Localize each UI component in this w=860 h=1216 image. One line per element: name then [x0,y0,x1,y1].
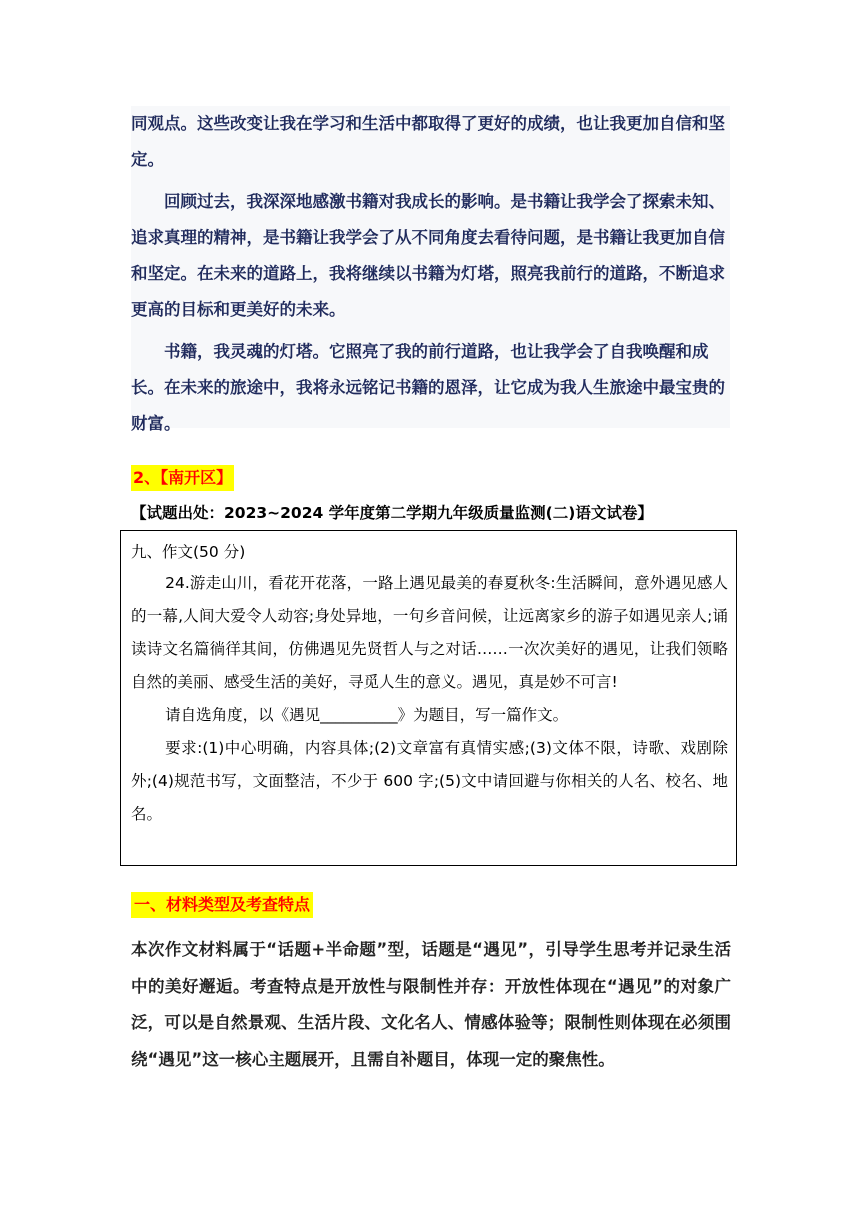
analysis-heading: 一、材料类型及考查特点 [131,892,313,918]
question-prompt: 24.游走山川，看花开花落，一路上遇见最美的春夏秋冬:生活瞬间，意外遇见感人的一幕,人间大爱令人动容;身处异地，一句乡音问候，让远离家乡的游子如遇见亲人;诵读诗文名篇徜徉其间，仿佛遇见先贤哲人与之对话……一次次美好的遇见，让我们领略自然的美丽、感受生活的美好，寻觅人生的意义。遇见，真是妙不可言! [131,574,728,691]
essay-paragraph-1: 同观点。这些改变让我在学习和生活中都取得了更好的成绩，也让我更加自信和坚定。 [131,114,725,169]
question-instruction: 请自选角度，以《遇见__________》为题目，写一篇作文。 [165,706,569,724]
essay-paragraph-2: 回顾过去，我深深地感激书籍对我成长的影响。是书籍让我学会了探索未知、追求真理的精神，是书籍让我学会了从不同角度去看待问题，是书籍让我更加自信和坚定。在未来的道路上，我将继续以书籍为灯塔，照亮我前行的道路，不断追求更高的目标和更美好的未来。 [131,192,725,319]
question-box [120,530,737,866]
analysis-body: 本次作文材料属于“话题+半命题”型，话题是“遇见”，引导学生思考并记录生活中的美好邂逅。考查特点是开放性与限制性并存：开放性体现在“遇见”的对象广泛，可以是自然景观、生活片段、文化名人、情感体验等；限制性则体现在必须围绕“遇见”这一核心主题展开，且需自补题目，体现一定的聚焦性。 [131,940,731,1069]
essay-text [131,106,730,442]
essay-paragraph-3: 书籍，我灵魂的灯塔。它照亮了我的前行道路，也让我学会了自我唤醒和成长。在未来的旅途中，我将永远铭记书籍的恩泽，让它成为我人生旅途中最宝贵的财富。 [131,342,725,433]
essay-excerpt [131,106,730,433]
question-requirements: 要求:(1)中心明确，内容具体;(2)文章富有真情实感;(3)文体不限，诗歌、戏剧除外;(4)规范书写，文面整洁，不少于 600 字;(5)文中请回避与你相关的人名、校名、地名。 [131,739,728,823]
district-tag: 2、【南开区】 [131,465,234,491]
question-title: 九、作文(50 分) [131,543,246,561]
question-source: 【试题出处：2023~2024 学年度第二学期九年级质量监测(二)语文试卷】 [131,504,653,522]
